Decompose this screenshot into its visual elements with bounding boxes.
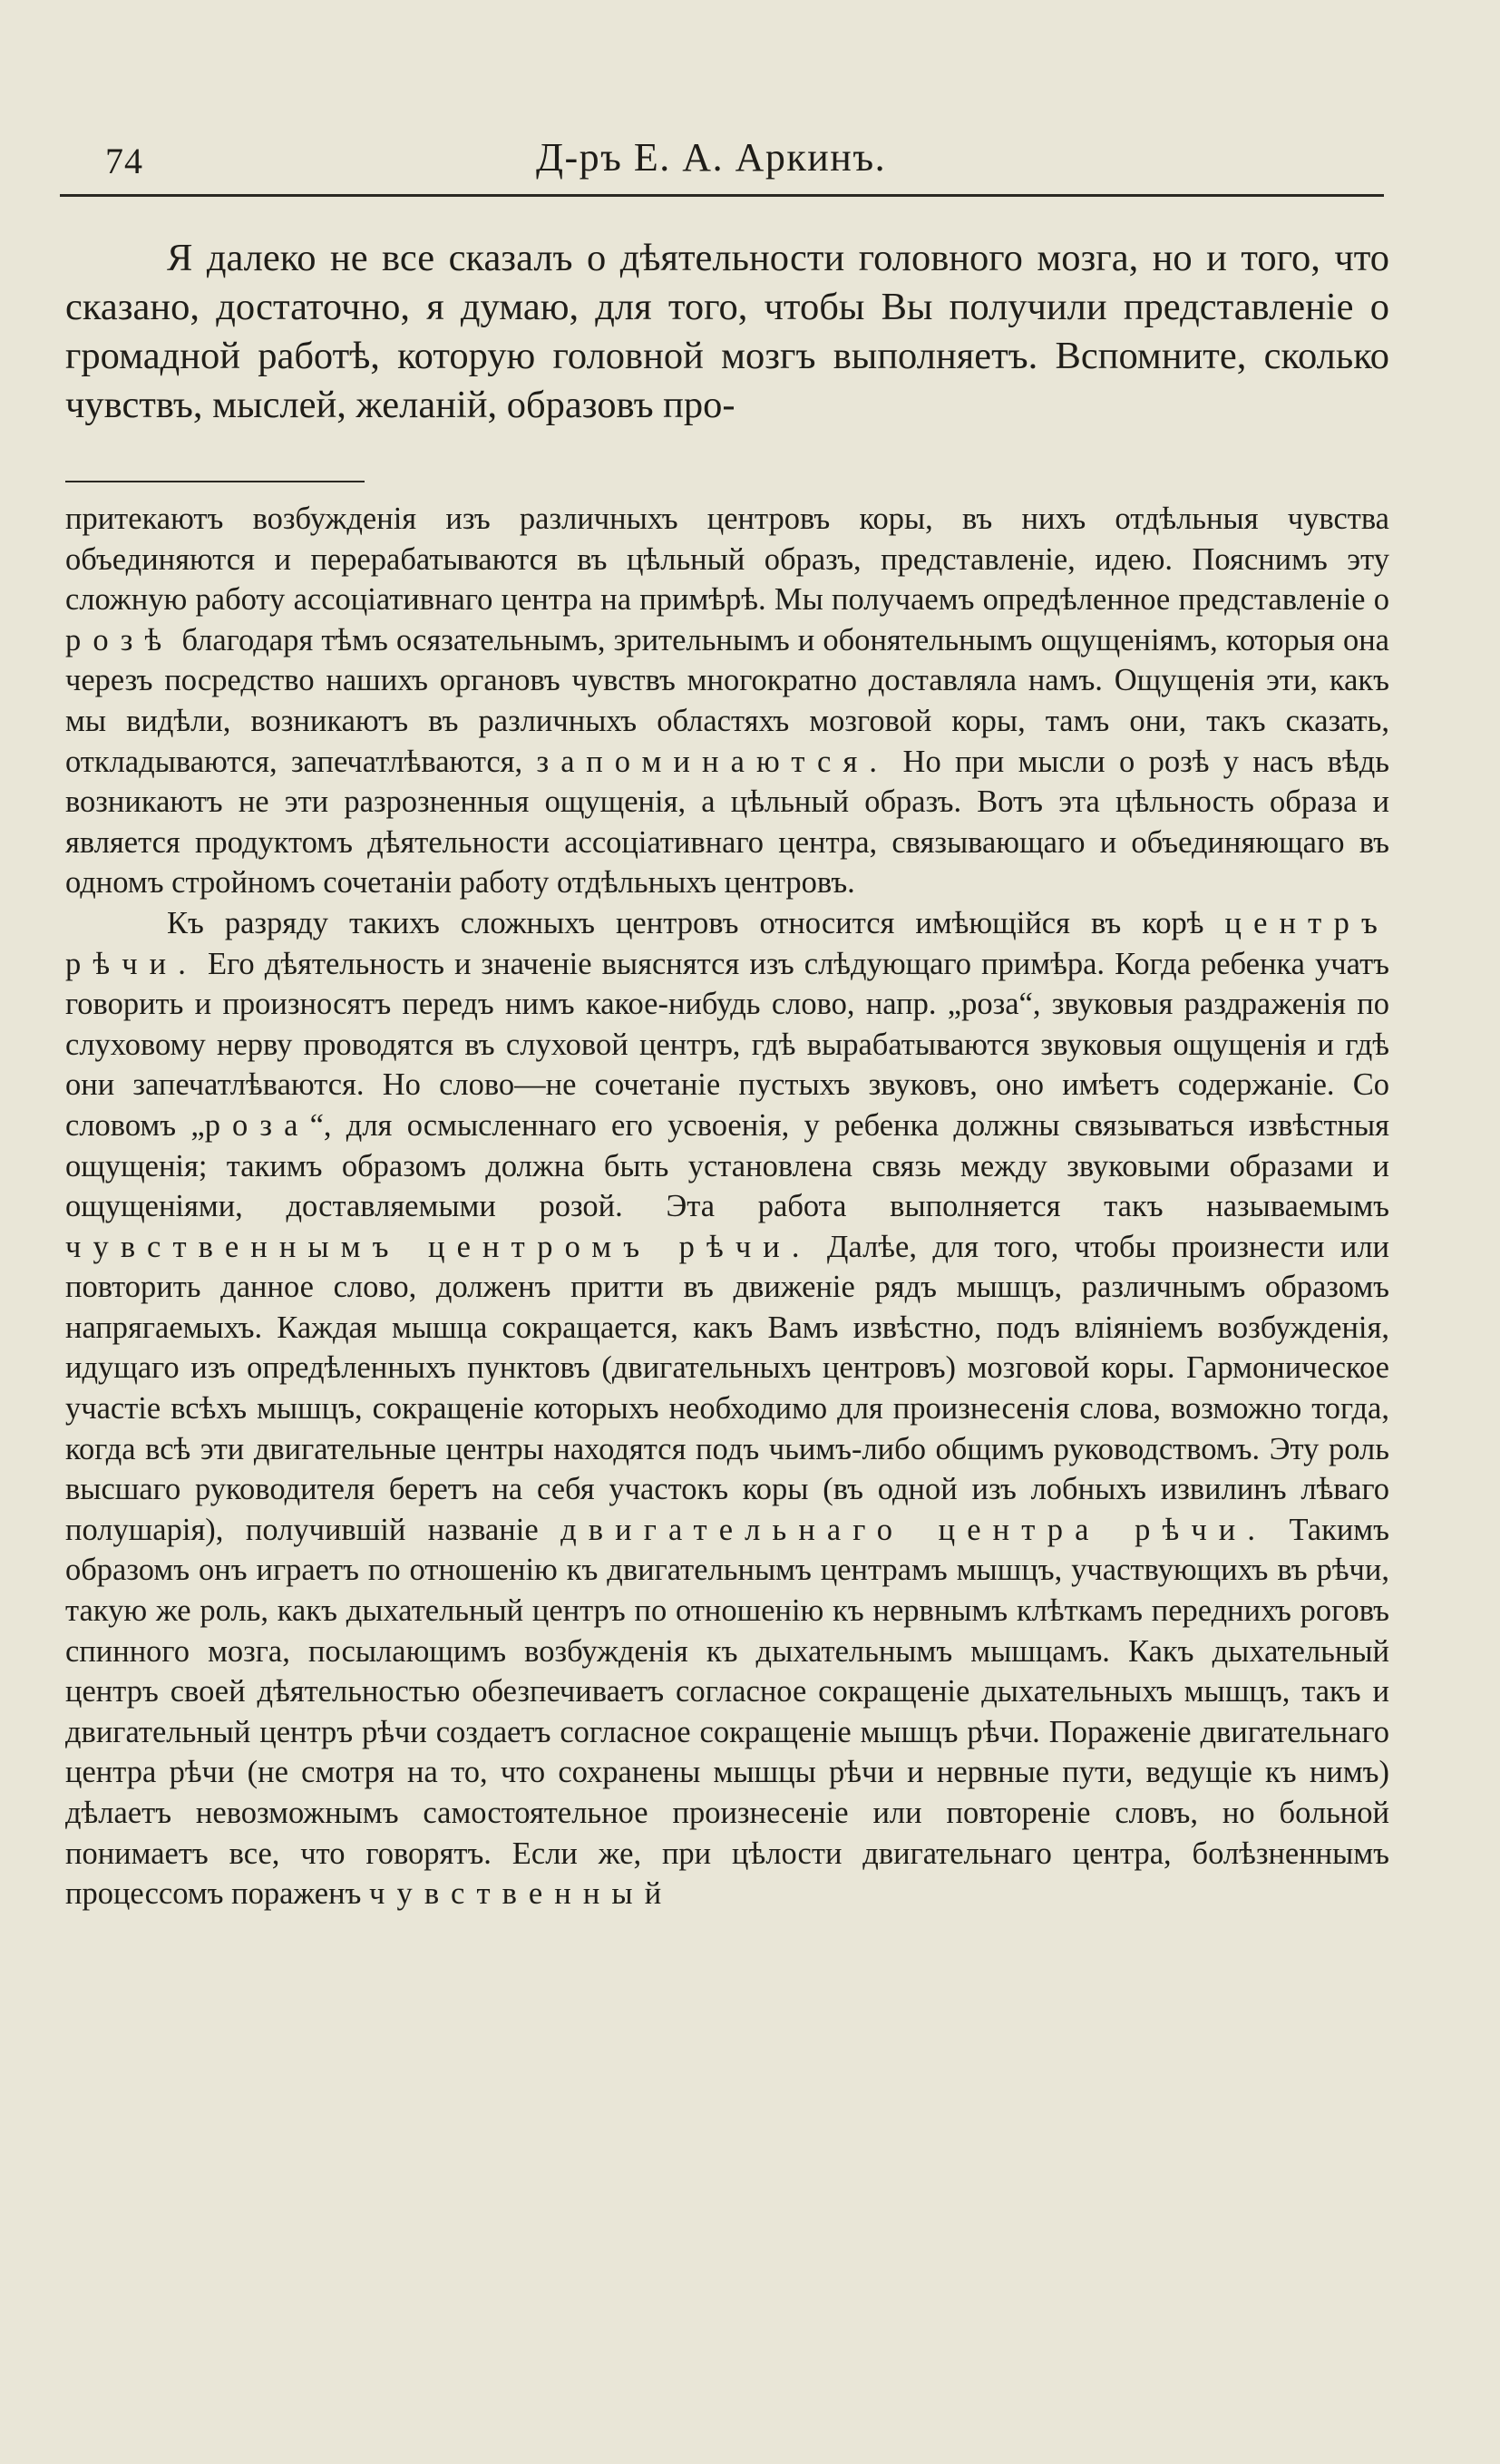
spaced-emphasis: центръ рѣчи. xyxy=(65,905,1389,981)
header-rule xyxy=(60,194,1384,197)
text-run: Къ разряду такихъ сложныхъ центровъ относится имѣющійся въ корѣ xyxy=(167,905,1225,940)
text-run: “, для осмысленнаго его усвоенія, у ребенка должны связываться извѣстныя ощущенія; такимъ образомъ должна быть установлена связь между звуковыми образами и ощущеніями, доставляемыми розой. Эта работа выполняется такъ называемымъ xyxy=(65,1107,1389,1224)
intro-paragraph: Я далеко не все сказалъ о дѣятельности головного мозга, но и того, что сказано, достаточно, я думаю, для того, чтобы Вы получили представленіе о громадной работѣ, которую головной мозгъ выполняетъ. Вспомните, сколько чувствъ, мыслей, желаній, образовъ про- xyxy=(65,237,1389,426)
spaced-emphasis: роза xyxy=(204,1107,310,1143)
text-run: благодаря тѣмъ осязательнымъ, зрительнымъ и обонятельнымъ ощущеніямъ, которыя она черезъ посредство нашихъ органовъ чувствъ многократно доставляла намъ. Ощущенія эти, какъ мы видѣли, возникаютъ въ различныхъ областяхъ мозговой коры, тамъ они, такъ сказать, откладываются, запечатлѣваются, xyxy=(65,622,1389,779)
running-head xyxy=(60,134,1384,198)
paragraph-association-center xyxy=(65,499,1389,903)
paragraph-speech-center xyxy=(65,903,1389,1914)
main-text xyxy=(65,499,1389,1914)
text-run: Такимъ образомъ онъ играетъ по отношенію къ двигательнымъ центрамъ мышцъ, участвующихъ въ рѣчи, такую же роль, какъ дыхательный центръ по отношенію къ нервнымъ клѣткамъ переднихъ роговъ спинного мозга, посылающимъ возбужденія къ дыхательнымъ мышцамъ. Какъ дыхательный центръ своей дѣятельностью обезпечиваетъ согласное сокращеніе дыхательныхъ мышцъ, такъ и двигательный центръ рѣчи создаетъ согласное сокращеніе мышцъ рѣчи. Пораженіе двигательнаго центра рѣчи (не смотря на то, что сохранены мышцы рѣчи и нервные пути, ведущіе къ нимъ) дѣлаетъ невозможнымъ самостоятельное произнесеніе или повтореніе словъ, но больной понимаетъ все, что говорятъ. Если же, при цѣлости двигательнаго центра, болѣзненнымъ процессомъ пораженъ xyxy=(65,1512,1389,1912)
page-number: 74 xyxy=(105,141,143,181)
header-author: Д-ръ Е. А. Аркинъ. xyxy=(536,135,887,180)
spaced-emphasis: розѣ xyxy=(65,622,174,657)
text-run: Но при мысли о розѣ у насъ вѣдь возникаютъ не эти разрозненныя ощущенія, а цѣльный образъ. Вотъ эта цѣльность образа и является продуктомъ дѣятельности ассоціативнаго центра, связывающаго и объединяющаго въ одномъ стройномъ сочетаніи работу отдѣльныхъ центровъ. xyxy=(65,744,1389,901)
text-run: Его дѣятельность и значеніе выяснятся изъ слѣдующаго примѣра. Когда ребенка учатъ говорить и произносятъ передъ нимъ какое-нибудь слово, напр. „роза“, звуковыя раздраженія по слуховому нерву проводятся въ слуховой центръ, гдѣ вырабатываются звуковыя ощущенія и гдѣ они запечатлѣваются. Но слово—не сочетаніе пустыхъ звуковъ, оно имѣетъ содержаніе. Со словомъ „ xyxy=(65,946,1389,1143)
spaced-emphasis: чувственный xyxy=(369,1876,674,1912)
text-run: притекаютъ возбужденія изъ различныхъ центровъ коры, въ нихъ отдѣльныя чувства объединяются и перерабатываются въ цѣльный образъ, представленіе, идею. Пояснимъ эту сложную работу ассоціативнаго центра на примѣрѣ. Мы получаемъ опредѣленное представленіе о xyxy=(65,502,1389,618)
spaced-emphasis: запоминаются. xyxy=(536,744,890,779)
spaced-emphasis: чувственнымъ центромъ рѣчи. xyxy=(65,1229,812,1264)
footnote-separator xyxy=(65,481,365,482)
spaced-emphasis: двигательнаго центра рѣчи. xyxy=(560,1512,1268,1547)
text-run: Далѣе, для того, чтобы произнести или повторить данное слово, долженъ притти въ движеніе рядъ мышцъ, различнымъ образомъ напрягаемыхъ. Каждая мышца сокращается, какъ Вамъ извѣстно, подъ вліяніемъ возбужденія, идущаго изъ опредѣленныхъ пунктовъ (двигательныхъ центровъ) мозговой коры. Гармоническое участіе всѣхъ мышцъ, сокращеніе которыхъ необходимо для произнесенія слова, возможно тогда, когда всѣ эти двигательные центры находятся подъ чьимъ-либо общимъ руководствомъ. Эту роль высшаго руководителя беретъ на себя участокъ коры (въ одной изъ лобныхъ извилинъ лѣваго полушарія), получившій названіе xyxy=(65,1229,1389,1547)
